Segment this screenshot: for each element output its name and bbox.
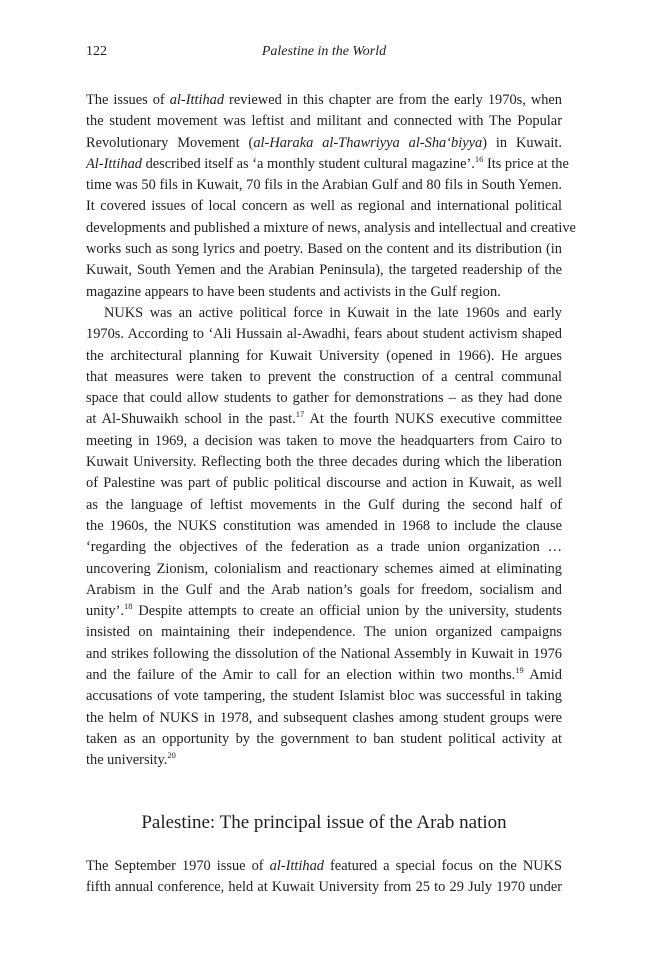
italic-title: al-Ittihad — [169, 92, 225, 108]
text-line — [86, 409, 562, 430]
text-span: The issues of — [86, 92, 170, 108]
text-span: reviewed in this chapter are from the early 1970s, when — [224, 92, 562, 108]
text-line: insisted on maintaining their independence. The union organized campaigns — [86, 624, 562, 641]
text-line — [86, 90, 562, 111]
text-line — [86, 133, 562, 154]
italic-title: al-Ittihad — [269, 858, 324, 874]
text-line: Kuwait University. Reflecting both the three decades during which the liberation — [86, 454, 562, 471]
footnote-ref: 17 — [295, 409, 305, 420]
text-span: described itself as ‘a monthly student cultural magazine’. — [141, 155, 475, 172]
text-line: It covered issues of local concern as well as regional and international political — [86, 198, 562, 215]
text-line — [86, 601, 562, 622]
text-line: of Palestine was part of public political discourse and action in Kuwait, as well — [86, 475, 562, 492]
text-span: unity’. — [86, 603, 124, 620]
text-line: uncovering Zionism, colonialism and reactionary schemes aimed at eliminating — [86, 560, 562, 577]
text-line: Arabism in the Gulf and the Arab nation’s goals for freedom, socialism and — [86, 581, 562, 598]
text-span: the university. — [86, 752, 168, 769]
text-line — [86, 750, 562, 771]
text-span: The September 1970 issue of — [86, 858, 270, 874]
footnote-ref: 19 — [515, 665, 524, 676]
text-line — [86, 665, 562, 686]
text-line: developments and published a mixture of news, analysis and intellectual and creative — [86, 219, 576, 236]
text-span: Revolutionary Movement ( — [86, 134, 254, 151]
text-line: magazine appears to have been students and activists in the Gulf region. — [86, 283, 501, 300]
italic-term: al-Haraka al-Thawriyya al-Sha‘biyya — [253, 134, 483, 151]
text-line: fifth annual conference, held at Kuwait University from 25 to 29 July 1970 under — [86, 879, 562, 896]
body-text — [86, 90, 576, 772]
paragraph-1 — [86, 90, 576, 303]
text-line: works such as song lyrics and poetry. Based on the content and its distribution (in — [86, 241, 562, 258]
footnote-ref: 18 — [123, 601, 133, 612]
text-line: as the language of leftist movements in the Gulf during the second half of — [86, 496, 562, 513]
text-line: meeting in 1969, a decision was taken to move the headquarters from Cairo to — [86, 432, 562, 449]
text-span: At the fourth NUKS executive committee — [304, 411, 563, 428]
text-span: and the failure of the Amir to call for an election within two months. — [86, 667, 516, 684]
text-line — [86, 856, 562, 877]
text-line — [86, 154, 569, 175]
text-line: that measures were taken to prevent the construction of a central communal — [86, 368, 562, 385]
text-line: taken as an opportunity by the government to ban student political activity at — [86, 730, 562, 747]
footnote-ref: 20 — [167, 750, 176, 761]
text-span: featured a special focus on the NUKS — [323, 858, 563, 874]
text-line: and strikes following the dissolution of the National Assembly in Kuwait in 1976 — [86, 645, 562, 662]
text-line: Kuwait, South Yemen and the Arabian Peninsula), the targeted readership of the — [86, 262, 562, 279]
text-line: 1970s. According to ‘Ali Hussain al-Awadhi, fears about student activism shaped — [86, 326, 562, 343]
text-line: accusations of vote tampering, the student Islamist bloc was successful in taking — [86, 688, 562, 705]
text-span: at Al-Shuwaikh school in the past. — [86, 411, 296, 428]
text-line: time was 50 fils in Kuwait, 70 fils in the Arabian Gulf and 80 fils in South Yemen. — [86, 177, 562, 194]
text-span: Amid — [523, 667, 562, 684]
text-line: space that could allow students to gather for demonstrations – as they had done — [86, 390, 562, 407]
text-span: ) in Kuwait. — [482, 134, 562, 151]
page-number: 122 — [86, 44, 107, 59]
text-line: ‘regarding the objectives of the federation as a trade union organization … — [86, 539, 562, 556]
text-line: the student movement was leftist and militant and connected with The Popular — [86, 113, 562, 130]
text-line: the architectural planning for Kuwait University (opened in 1966). He argues — [86, 347, 562, 364]
footnote-ref: 16 — [474, 154, 484, 165]
section-paragraph — [86, 856, 562, 899]
text-span: Its price at the — [483, 155, 569, 172]
italic-title: Al-Ittihad — [86, 155, 142, 172]
section-heading: Palestine: The principal issue of the Arab nation — [141, 812, 507, 833]
paragraph-2 — [86, 303, 562, 772]
page-header — [86, 44, 562, 64]
running-title: Palestine in the World — [261, 44, 387, 59]
text-line: the 1960s, the NUKS constitution was amended in 1968 to include the clause — [86, 517, 562, 534]
text-line: the helm of NUKS in 1978, and subsequent clashes among student groups were — [86, 709, 562, 726]
text-line: NUKS was an active political force in Kuwait in the late 1960s and early — [104, 304, 562, 321]
text-span: Despite attempts to create an official union by the university, students — [132, 603, 562, 620]
